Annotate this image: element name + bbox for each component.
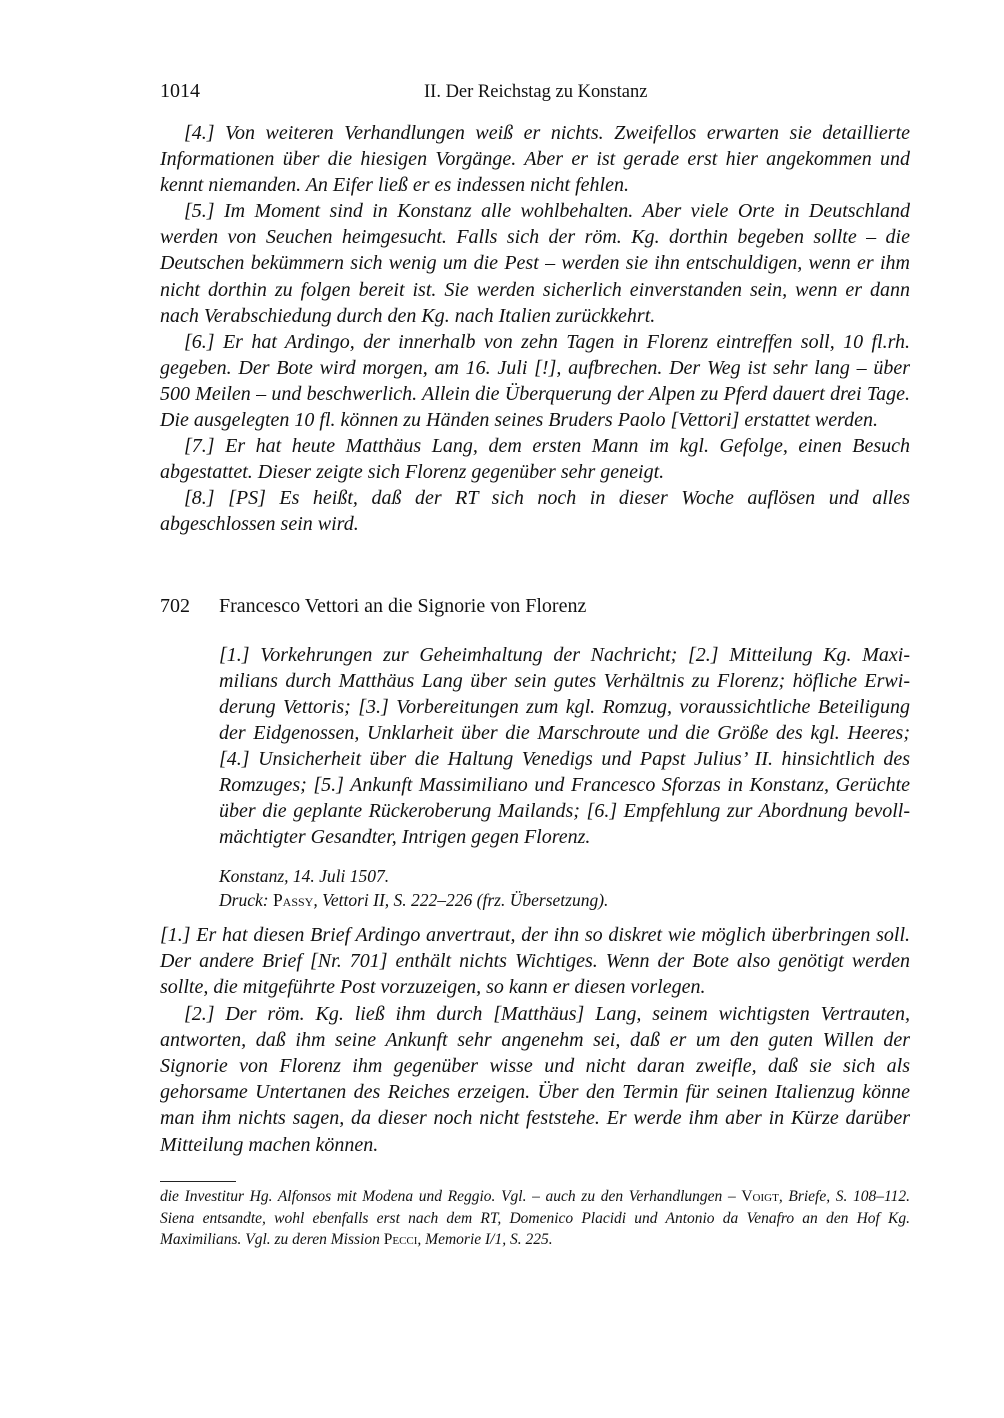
print-label: Druck:: [219, 890, 269, 910]
body-paragraph-2: [2.] Der röm. Kg. ließ ihm durch [Matthäus] Lang, seinem wichtigsten Vertrauten, antworten, daß ihm seine Ankunft sehr angenehm sei, daß er um den guten Willen der Signorie von Florenz ihm gegenüber wisse und nicht daran zweifle, daß sie sich als gehorsame Untertanen des Reiches erzeigen. Über den Termin für seinen Italienzug könne man ihm nichts sagen, da dieser noch nicht feststehe. Er werde ihm aber in Kürze darüber Mitteilung machen können.: [160, 1002, 910, 1156]
print-author: Passy: [272, 890, 314, 910]
document-number: 702: [160, 595, 190, 617]
footnote-author-voigt: Voigt: [741, 1188, 779, 1205]
paragraph-5: [5.] Im Moment sind in Konstanz alle wohlbehalten. Aber viele Orte in Deutschland werden von Seuchen heimgesucht. Falls sich der röm. Kg. dorthin begeben sollte – die Deutschen bekümmern sich wenig um die Pest – werden sie ihn entschuldigen, wenn er ihm nicht dorthin zu folgen bereit ist. Sie werden sicherlich einverstanden sein, wenn er dann nach Verabschiedung durch den Kg. nach Italien zurückkehrt.: [160, 200, 910, 327]
regest: [219, 642, 910, 850]
running-header: [160, 80, 910, 110]
running-title: II. Der Reichstag zu Konstanz: [424, 82, 648, 102]
previous-document-text: [160, 120, 910, 538]
paragraph-4: [4.] Von weiteren Verhandlungen weiß er nichts. Zweifellos erwarten sie detaillierte Informationen über die hiesigen Vorgänge. Aber er ist gerade erst hier angekommen und kennt niemanden. An Eifer ließ er es indessen nicht fehlen.: [160, 122, 910, 197]
paragraph-8: [8.] [PS] Es heißt, daß der RT sich noch in dieser Woche auflösen und alles abgeschlossen sein wird.: [160, 487, 910, 536]
print-reference: [219, 888, 910, 912]
paragraph-7: [7.] Er hat heute Matthäus Lang, dem ersten Mann im kgl. Gefolge, einen Besuch abgestattet. Dieser zeigte sich Florenz gegenüber sehr geneigt.: [160, 435, 910, 484]
footnote-part1: die Investitur Hg. Alfonsos mit Modena und Reggio. Vgl. – auch zu den Verhandlungen –: [160, 1188, 742, 1205]
print-ref: , Vettori II, S. 222–226 (frz. Übersetzung).: [313, 890, 609, 910]
document-meta: [219, 864, 910, 912]
place-date: Konstanz, 14. Juli 1507.: [219, 866, 390, 886]
document-title: Francesco Vettori an die Signorie von Florenz: [219, 595, 587, 617]
paragraph-6: [6.] Er hat Ardingo, der innerhalb von zehn Tagen in Florenz eintreffen soll, 10 fl.rh. gegeben. Der Bote wird morgen, am 16. Juli [!], aufbrechen. Der Weg ist sehr lang – über 500 Meilen – und beschwerlich. Allein die Überquerung der Alpen zu Pferd dauert drei Tage. Die ausgelegten 10 fl. können zu Händen seines Bruders Paolo [Vettori] erstattet werden.: [160, 330, 910, 432]
body-paragraph-1: [1.] Er hat diesen Brief Ardingo anvertraut, der ihn so diskret wie möglich überbringen soll. Der andere Brief [Nr. 701] enthält nichts Wichtiges. Wenn der Bote also genötigt werden sollte, die mitgeführte Post vorzuzeigen, so kann er diesen vorlegen.: [160, 924, 910, 999]
footnote-part2: , Briefe, S. 108–112. Siena entsandte, wohl ebenfalls erst nach dem RT, Domenico Placidi und Antonio da Venafro an den Hof Kg. Maximilians. Vgl. zu deren Mission: [160, 1188, 910, 1248]
footnote-rule: [160, 1181, 236, 1182]
regest-text: [1.] Vorkehrungen zur Geheimhaltung der Nachricht; [2.] Mitteilung Kg. Maximilians durch Matthäus Lang über sein gutes Verhältnis zu Florenz; höfliche Erwiderung Vettoris; [3.] Vorbereitungen zum kgl. Romzug, voraussichtliche Beteiligung der Eidgenossen, Unklarheit über die Marschroute und die Größe des kgl. Heeres; [4.] Unsicherheit über die Haltung Venedigs und Papst Julius’ II. hinsichtlich des Romzuges; [5.] Ankunft Massimiliano und Francesco Sforzas in Konstanz, Gerüchte über die geplante Rückeroberung Mailands; [6.] Empfehlung zur Abordnung bevollmächtigter Gesandter, Intrigen gegen Florenz.: [219, 644, 910, 848]
document-body: [160, 922, 910, 1158]
footnote-author-pecci: Pecci: [383, 1231, 418, 1248]
footnote: [160, 1186, 910, 1251]
footnote-part3: , Memorie I/1, S. 225.: [417, 1231, 553, 1248]
page-number: 1014: [160, 80, 200, 102]
